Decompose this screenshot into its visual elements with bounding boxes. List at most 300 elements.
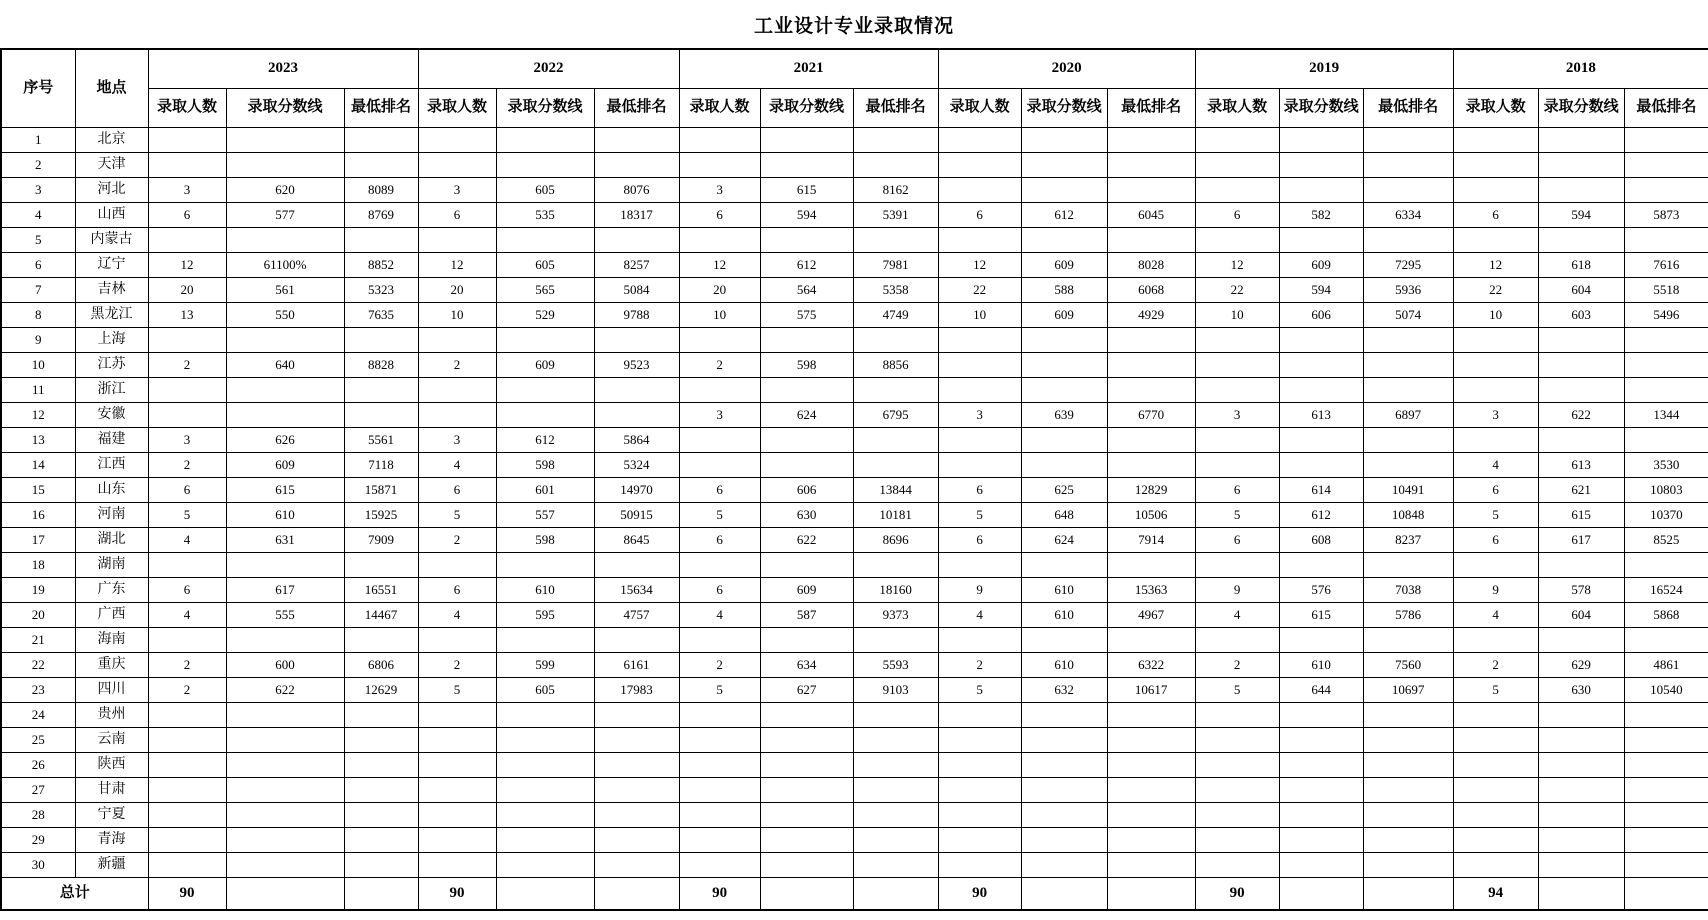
value-cell: [853, 227, 938, 252]
value-cell: 644: [1279, 677, 1363, 702]
value-cell: [679, 852, 760, 877]
table-row: [1, 452, 1708, 477]
value-cell: 561: [226, 277, 344, 302]
value-cell: 614: [1279, 477, 1363, 502]
value-cell: 5: [418, 677, 496, 702]
value-cell: 16524: [1624, 577, 1708, 602]
value-cell: 7118: [344, 452, 418, 477]
value-cell: 615: [1538, 502, 1624, 527]
value-cell: [679, 702, 760, 727]
table-row: [1, 727, 1708, 752]
value-cell: 598: [760, 352, 853, 377]
value-cell: [594, 727, 679, 752]
value-cell: 8257: [594, 252, 679, 277]
value-cell: 605: [496, 252, 594, 277]
value-cell: [1021, 227, 1107, 252]
value-cell: 620: [226, 177, 344, 202]
total-value-cell: [1538, 877, 1624, 910]
value-cell: [760, 802, 853, 827]
value-cell: 2: [148, 452, 226, 477]
index-cell: 11: [1, 377, 75, 402]
value-cell: 4929: [1107, 302, 1195, 327]
value-cell: [853, 127, 938, 152]
value-cell: 5358: [853, 277, 938, 302]
table-row: [1, 377, 1708, 402]
value-cell: [1279, 802, 1363, 827]
sub-header-count: 录取人数: [418, 88, 496, 127]
total-value-cell: [760, 877, 853, 910]
value-cell: [1021, 152, 1107, 177]
value-cell: [344, 727, 418, 752]
table-row: [1, 327, 1708, 352]
value-cell: 4: [148, 527, 226, 552]
province-cell: 吉林: [75, 277, 148, 302]
value-cell: [496, 802, 594, 827]
value-cell: [344, 152, 418, 177]
value-cell: 622: [226, 677, 344, 702]
value-cell: [1624, 802, 1708, 827]
value-cell: 3: [679, 177, 760, 202]
total-row: [1, 877, 1708, 910]
value-cell: [1363, 552, 1453, 577]
value-cell: [1279, 152, 1363, 177]
table-row: [1, 827, 1708, 852]
value-cell: [1195, 177, 1279, 202]
value-cell: 3: [148, 177, 226, 202]
value-cell: [1538, 827, 1624, 852]
index-cell: 4: [1, 202, 75, 227]
value-cell: 594: [760, 202, 853, 227]
value-cell: 10491: [1363, 477, 1453, 502]
value-cell: [1279, 377, 1363, 402]
value-cell: 6: [148, 477, 226, 502]
value-cell: 5: [148, 502, 226, 527]
value-cell: [760, 627, 853, 652]
value-cell: [1279, 177, 1363, 202]
value-cell: 14970: [594, 477, 679, 502]
value-cell: 2: [148, 652, 226, 677]
index-cell: 7: [1, 277, 75, 302]
value-cell: 50915: [594, 502, 679, 527]
value-cell: 617: [226, 577, 344, 602]
value-cell: 621: [1538, 477, 1624, 502]
value-cell: 6: [938, 477, 1021, 502]
value-cell: 5084: [594, 277, 679, 302]
value-cell: 6: [1195, 202, 1279, 227]
value-cell: [1021, 802, 1107, 827]
value-cell: [1107, 752, 1195, 777]
value-cell: 5: [938, 677, 1021, 702]
value-cell: 608: [1279, 527, 1363, 552]
index-cell: 18: [1, 552, 75, 577]
value-cell: [226, 852, 344, 877]
value-cell: 609: [226, 452, 344, 477]
value-cell: 20: [418, 277, 496, 302]
value-cell: 612: [760, 252, 853, 277]
value-cell: 601: [496, 477, 594, 502]
province-cell: 海南: [75, 627, 148, 652]
value-cell: [1363, 427, 1453, 452]
value-cell: 5: [679, 502, 760, 527]
value-cell: [1453, 377, 1538, 402]
value-cell: 6068: [1107, 277, 1195, 302]
value-cell: 610: [1021, 652, 1107, 677]
value-cell: [1453, 777, 1538, 802]
value-cell: 6: [1453, 527, 1538, 552]
value-cell: 2: [679, 352, 760, 377]
value-cell: 4: [938, 602, 1021, 627]
value-cell: [1107, 627, 1195, 652]
province-cell: 河北: [75, 177, 148, 202]
value-cell: 5: [679, 677, 760, 702]
value-cell: 5518: [1624, 277, 1708, 302]
value-cell: 631: [226, 527, 344, 552]
value-cell: 6334: [1363, 202, 1453, 227]
value-cell: [1021, 327, 1107, 352]
value-cell: [1363, 377, 1453, 402]
value-cell: [1195, 227, 1279, 252]
value-cell: 6: [418, 202, 496, 227]
value-cell: 3: [938, 402, 1021, 427]
value-cell: [1624, 127, 1708, 152]
value-cell: 4: [418, 452, 496, 477]
value-cell: 634: [760, 652, 853, 677]
value-cell: [418, 327, 496, 352]
total-value-cell: [594, 877, 679, 910]
value-cell: [760, 827, 853, 852]
value-cell: 600: [226, 652, 344, 677]
value-cell: [226, 752, 344, 777]
table-row: [1, 602, 1708, 627]
table-header: [1, 49, 1708, 127]
index-cell: 13: [1, 427, 75, 452]
value-cell: 3: [418, 177, 496, 202]
index-cell: 6: [1, 252, 75, 277]
value-cell: [679, 327, 760, 352]
value-cell: 2: [148, 352, 226, 377]
value-cell: [760, 777, 853, 802]
value-cell: 6: [1453, 477, 1538, 502]
value-cell: [938, 452, 1021, 477]
value-cell: 612: [1279, 502, 1363, 527]
value-cell: [1107, 152, 1195, 177]
value-cell: 3: [418, 427, 496, 452]
value-cell: [148, 627, 226, 652]
value-cell: 13: [148, 302, 226, 327]
value-cell: 22: [1195, 277, 1279, 302]
value-cell: 4757: [594, 602, 679, 627]
total-value-cell: [1279, 877, 1363, 910]
value-cell: [1538, 777, 1624, 802]
index-cell: 17: [1, 527, 75, 552]
value-cell: [496, 152, 594, 177]
value-cell: 2: [1195, 652, 1279, 677]
value-cell: [1453, 227, 1538, 252]
table-row: [1, 802, 1708, 827]
value-cell: 8852: [344, 252, 418, 277]
value-cell: 594: [1279, 277, 1363, 302]
total-label: 总计: [1, 877, 148, 910]
value-cell: 10: [679, 302, 760, 327]
value-cell: [418, 702, 496, 727]
value-cell: 4: [1195, 602, 1279, 627]
value-cell: 6: [679, 577, 760, 602]
table-row: [1, 152, 1708, 177]
value-cell: [1538, 727, 1624, 752]
value-cell: [1195, 427, 1279, 452]
value-cell: 3: [1453, 402, 1538, 427]
value-cell: [1107, 227, 1195, 252]
value-cell: [1107, 352, 1195, 377]
value-cell: 7635: [344, 302, 418, 327]
value-cell: 16551: [344, 577, 418, 602]
value-cell: [938, 352, 1021, 377]
index-cell: 23: [1, 677, 75, 702]
table-row: [1, 252, 1708, 277]
province-cell: 河南: [75, 502, 148, 527]
province-cell: 北京: [75, 127, 148, 152]
value-cell: [679, 727, 760, 752]
value-cell: 622: [760, 527, 853, 552]
table-row: [1, 127, 1708, 152]
value-cell: 8769: [344, 202, 418, 227]
value-cell: [1107, 827, 1195, 852]
value-cell: 626: [226, 427, 344, 452]
value-cell: [226, 802, 344, 827]
value-cell: 7981: [853, 252, 938, 277]
value-cell: 18317: [594, 202, 679, 227]
total-value-cell: [1021, 877, 1107, 910]
value-cell: 5: [938, 502, 1021, 527]
year-header-2020: 2020: [938, 49, 1195, 88]
value-cell: 609: [1279, 252, 1363, 277]
value-cell: [1453, 802, 1538, 827]
value-cell: [344, 127, 418, 152]
value-cell: [496, 227, 594, 252]
value-cell: 610: [1021, 602, 1107, 627]
value-cell: [1538, 152, 1624, 177]
value-cell: [938, 802, 1021, 827]
value-cell: [1624, 227, 1708, 252]
sub-header-score-line: 录取分数线: [1021, 88, 1107, 127]
value-cell: [760, 552, 853, 577]
value-cell: 10370: [1624, 502, 1708, 527]
value-cell: [418, 402, 496, 427]
value-cell: [1195, 702, 1279, 727]
value-cell: 595: [496, 602, 594, 627]
index-cell: 8: [1, 302, 75, 327]
value-cell: [679, 227, 760, 252]
value-cell: 8645: [594, 527, 679, 552]
value-cell: [1107, 702, 1195, 727]
value-cell: [1195, 377, 1279, 402]
value-cell: [1538, 352, 1624, 377]
sub-header-min-rank: 最低排名: [594, 88, 679, 127]
value-cell: 550: [226, 302, 344, 327]
value-cell: [1363, 727, 1453, 752]
index-cell: 28: [1, 802, 75, 827]
value-cell: [760, 377, 853, 402]
province-cell: 天津: [75, 152, 148, 177]
value-cell: [226, 227, 344, 252]
value-cell: 5936: [1363, 277, 1453, 302]
table-row: [1, 552, 1708, 577]
value-cell: [1624, 702, 1708, 727]
index-cell: 22: [1, 652, 75, 677]
value-cell: 610: [226, 502, 344, 527]
value-cell: [594, 852, 679, 877]
value-cell: 598: [496, 452, 594, 477]
value-cell: 3: [1195, 402, 1279, 427]
index-cell: 27: [1, 777, 75, 802]
value-cell: [148, 152, 226, 177]
value-cell: [1107, 452, 1195, 477]
value-cell: [1453, 827, 1538, 852]
table-row: [1, 302, 1708, 327]
value-cell: 5: [1453, 677, 1538, 702]
value-cell: 8028: [1107, 252, 1195, 277]
total-value-cell: [226, 877, 344, 910]
value-cell: [853, 377, 938, 402]
value-cell: [1453, 327, 1538, 352]
sub-header-count: 录取人数: [938, 88, 1021, 127]
value-cell: [1363, 352, 1453, 377]
table-row: [1, 277, 1708, 302]
table-row: [1, 777, 1708, 802]
value-cell: 624: [1021, 527, 1107, 552]
value-cell: [344, 377, 418, 402]
value-cell: 12: [679, 252, 760, 277]
value-cell: 613: [1538, 452, 1624, 477]
value-cell: [760, 752, 853, 777]
value-cell: [853, 752, 938, 777]
value-cell: 12: [1195, 252, 1279, 277]
value-cell: 15871: [344, 477, 418, 502]
province-cell: 浙江: [75, 377, 148, 402]
table-body: [1, 127, 1708, 910]
value-cell: [938, 727, 1021, 752]
province-cell: 上海: [75, 327, 148, 352]
table-row: [1, 577, 1708, 602]
value-cell: 606: [1279, 302, 1363, 327]
value-cell: 627: [760, 677, 853, 702]
value-cell: [344, 402, 418, 427]
value-cell: 7560: [1363, 652, 1453, 677]
value-cell: 5391: [853, 202, 938, 227]
value-cell: 6045: [1107, 202, 1195, 227]
value-cell: [148, 752, 226, 777]
value-cell: 12: [418, 252, 496, 277]
value-cell: [496, 752, 594, 777]
total-value-cell: 90: [418, 877, 496, 910]
total-value-cell: 94: [1453, 877, 1538, 910]
province-cell: 山东: [75, 477, 148, 502]
value-cell: [148, 402, 226, 427]
value-cell: [418, 627, 496, 652]
table-row: [1, 752, 1708, 777]
value-cell: 605: [496, 677, 594, 702]
value-cell: [148, 327, 226, 352]
index-cell: 2: [1, 152, 75, 177]
value-cell: 640: [226, 352, 344, 377]
value-cell: [679, 127, 760, 152]
value-cell: [938, 177, 1021, 202]
value-cell: [1538, 427, 1624, 452]
value-cell: [1538, 552, 1624, 577]
value-cell: [418, 777, 496, 802]
value-cell: [1363, 627, 1453, 652]
value-cell: 7295: [1363, 252, 1453, 277]
value-cell: [1363, 177, 1453, 202]
value-cell: 6: [679, 527, 760, 552]
value-cell: [594, 777, 679, 802]
value-cell: [938, 852, 1021, 877]
value-cell: [1363, 852, 1453, 877]
value-cell: [496, 552, 594, 577]
value-cell: 610: [496, 577, 594, 602]
value-cell: [1107, 552, 1195, 577]
table-row: [1, 427, 1708, 452]
value-cell: [1363, 127, 1453, 152]
province-cell: 湖南: [75, 552, 148, 577]
value-cell: 587: [760, 602, 853, 627]
value-cell: [1107, 327, 1195, 352]
value-cell: [1107, 777, 1195, 802]
province-cell: 贵州: [75, 702, 148, 727]
value-cell: [1624, 427, 1708, 452]
table-row: [1, 477, 1708, 502]
value-cell: [1021, 752, 1107, 777]
value-cell: 618: [1538, 252, 1624, 277]
value-cell: 2: [418, 352, 496, 377]
value-cell: [226, 552, 344, 577]
index-cell: 24: [1, 702, 75, 727]
value-cell: 8696: [853, 527, 938, 552]
value-cell: 10697: [1363, 677, 1453, 702]
value-cell: [418, 727, 496, 752]
sub-header-min-rank: 最低排名: [1107, 88, 1195, 127]
value-cell: [148, 777, 226, 802]
value-cell: [1624, 177, 1708, 202]
value-cell: 2: [148, 677, 226, 702]
value-cell: [853, 427, 938, 452]
value-cell: [226, 827, 344, 852]
value-cell: 6: [1453, 202, 1538, 227]
value-cell: [496, 127, 594, 152]
index-cell: 26: [1, 752, 75, 777]
value-cell: [418, 827, 496, 852]
value-cell: 8076: [594, 177, 679, 202]
value-cell: [1538, 702, 1624, 727]
province-cell: 甘肃: [75, 777, 148, 802]
value-cell: [148, 727, 226, 752]
value-cell: [1453, 427, 1538, 452]
index-column-header: 序号: [1, 49, 75, 127]
value-cell: [1107, 427, 1195, 452]
value-cell: [1538, 627, 1624, 652]
value-cell: [1363, 777, 1453, 802]
value-cell: [1107, 802, 1195, 827]
value-cell: 629: [1538, 652, 1624, 677]
table-row: [1, 402, 1708, 427]
value-cell: 5323: [344, 277, 418, 302]
value-cell: [760, 452, 853, 477]
value-cell: 588: [1021, 277, 1107, 302]
province-cell: 四川: [75, 677, 148, 702]
value-cell: [1279, 777, 1363, 802]
value-cell: [496, 827, 594, 852]
value-cell: [1195, 552, 1279, 577]
